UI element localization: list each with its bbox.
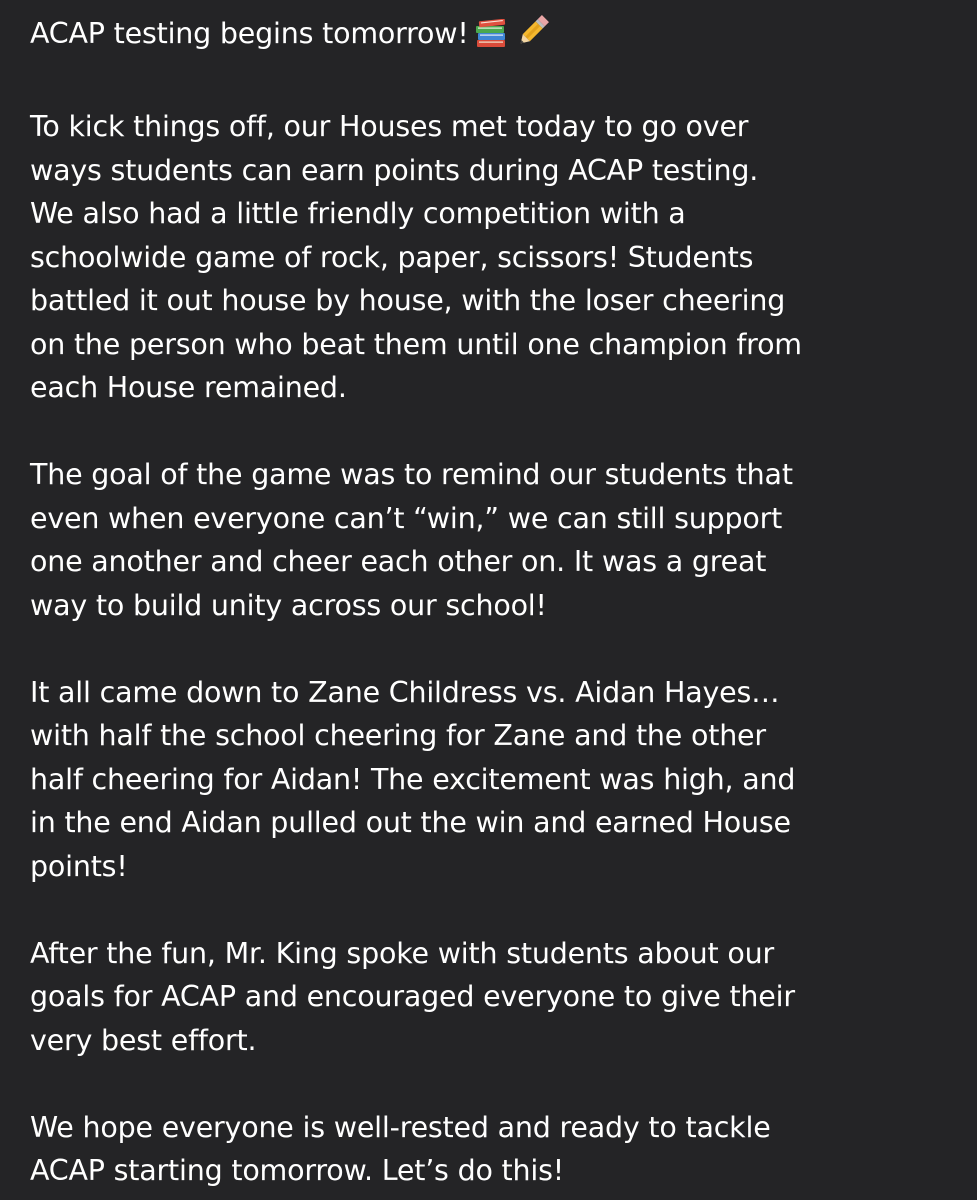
post-headline: ACAP testing begins tomorrow!: [30, 17, 469, 50]
post-paragraph-3: It all came down to Zane Childress vs. Aidan Hayes… with half the school cheering for Zane and the other half cheering for Aidan! The excitement was high, and in the end Aidan pulled out the win and earned House points!: [30, 675, 796, 883]
post-headline-line: [30, 12, 965, 62]
post-paragraph-1: To kick things off, our Houses met today to go over ways students can earn points during ACAP testing. We also had a little friendly competition with a schoolwide game of rock, paper, scissors! Students battled it out house by house, with the loser cheering on the person who beat them until one champion from each House remained.: [30, 110, 802, 404]
post-paragraph-5: We hope everyone is well-rested and ready to tackle ACAP starting tomorrow. Let’s do this!: [30, 1110, 771, 1187]
post-body: [30, 12, 965, 1193]
books-icon: [475, 18, 509, 62]
post-paragraph-4: After the fun, Mr. King spoke with students about our goals for ACAP and encouraged everyone to give their very best effort.: [30, 936, 795, 1057]
post-paragraph-2: The goal of the game was to remind our students that even when everyone can’t “win,” we can still support one another and cheer each other on. It was a great way to build unity across our school!: [30, 458, 793, 622]
pencil-icon: [515, 15, 549, 62]
